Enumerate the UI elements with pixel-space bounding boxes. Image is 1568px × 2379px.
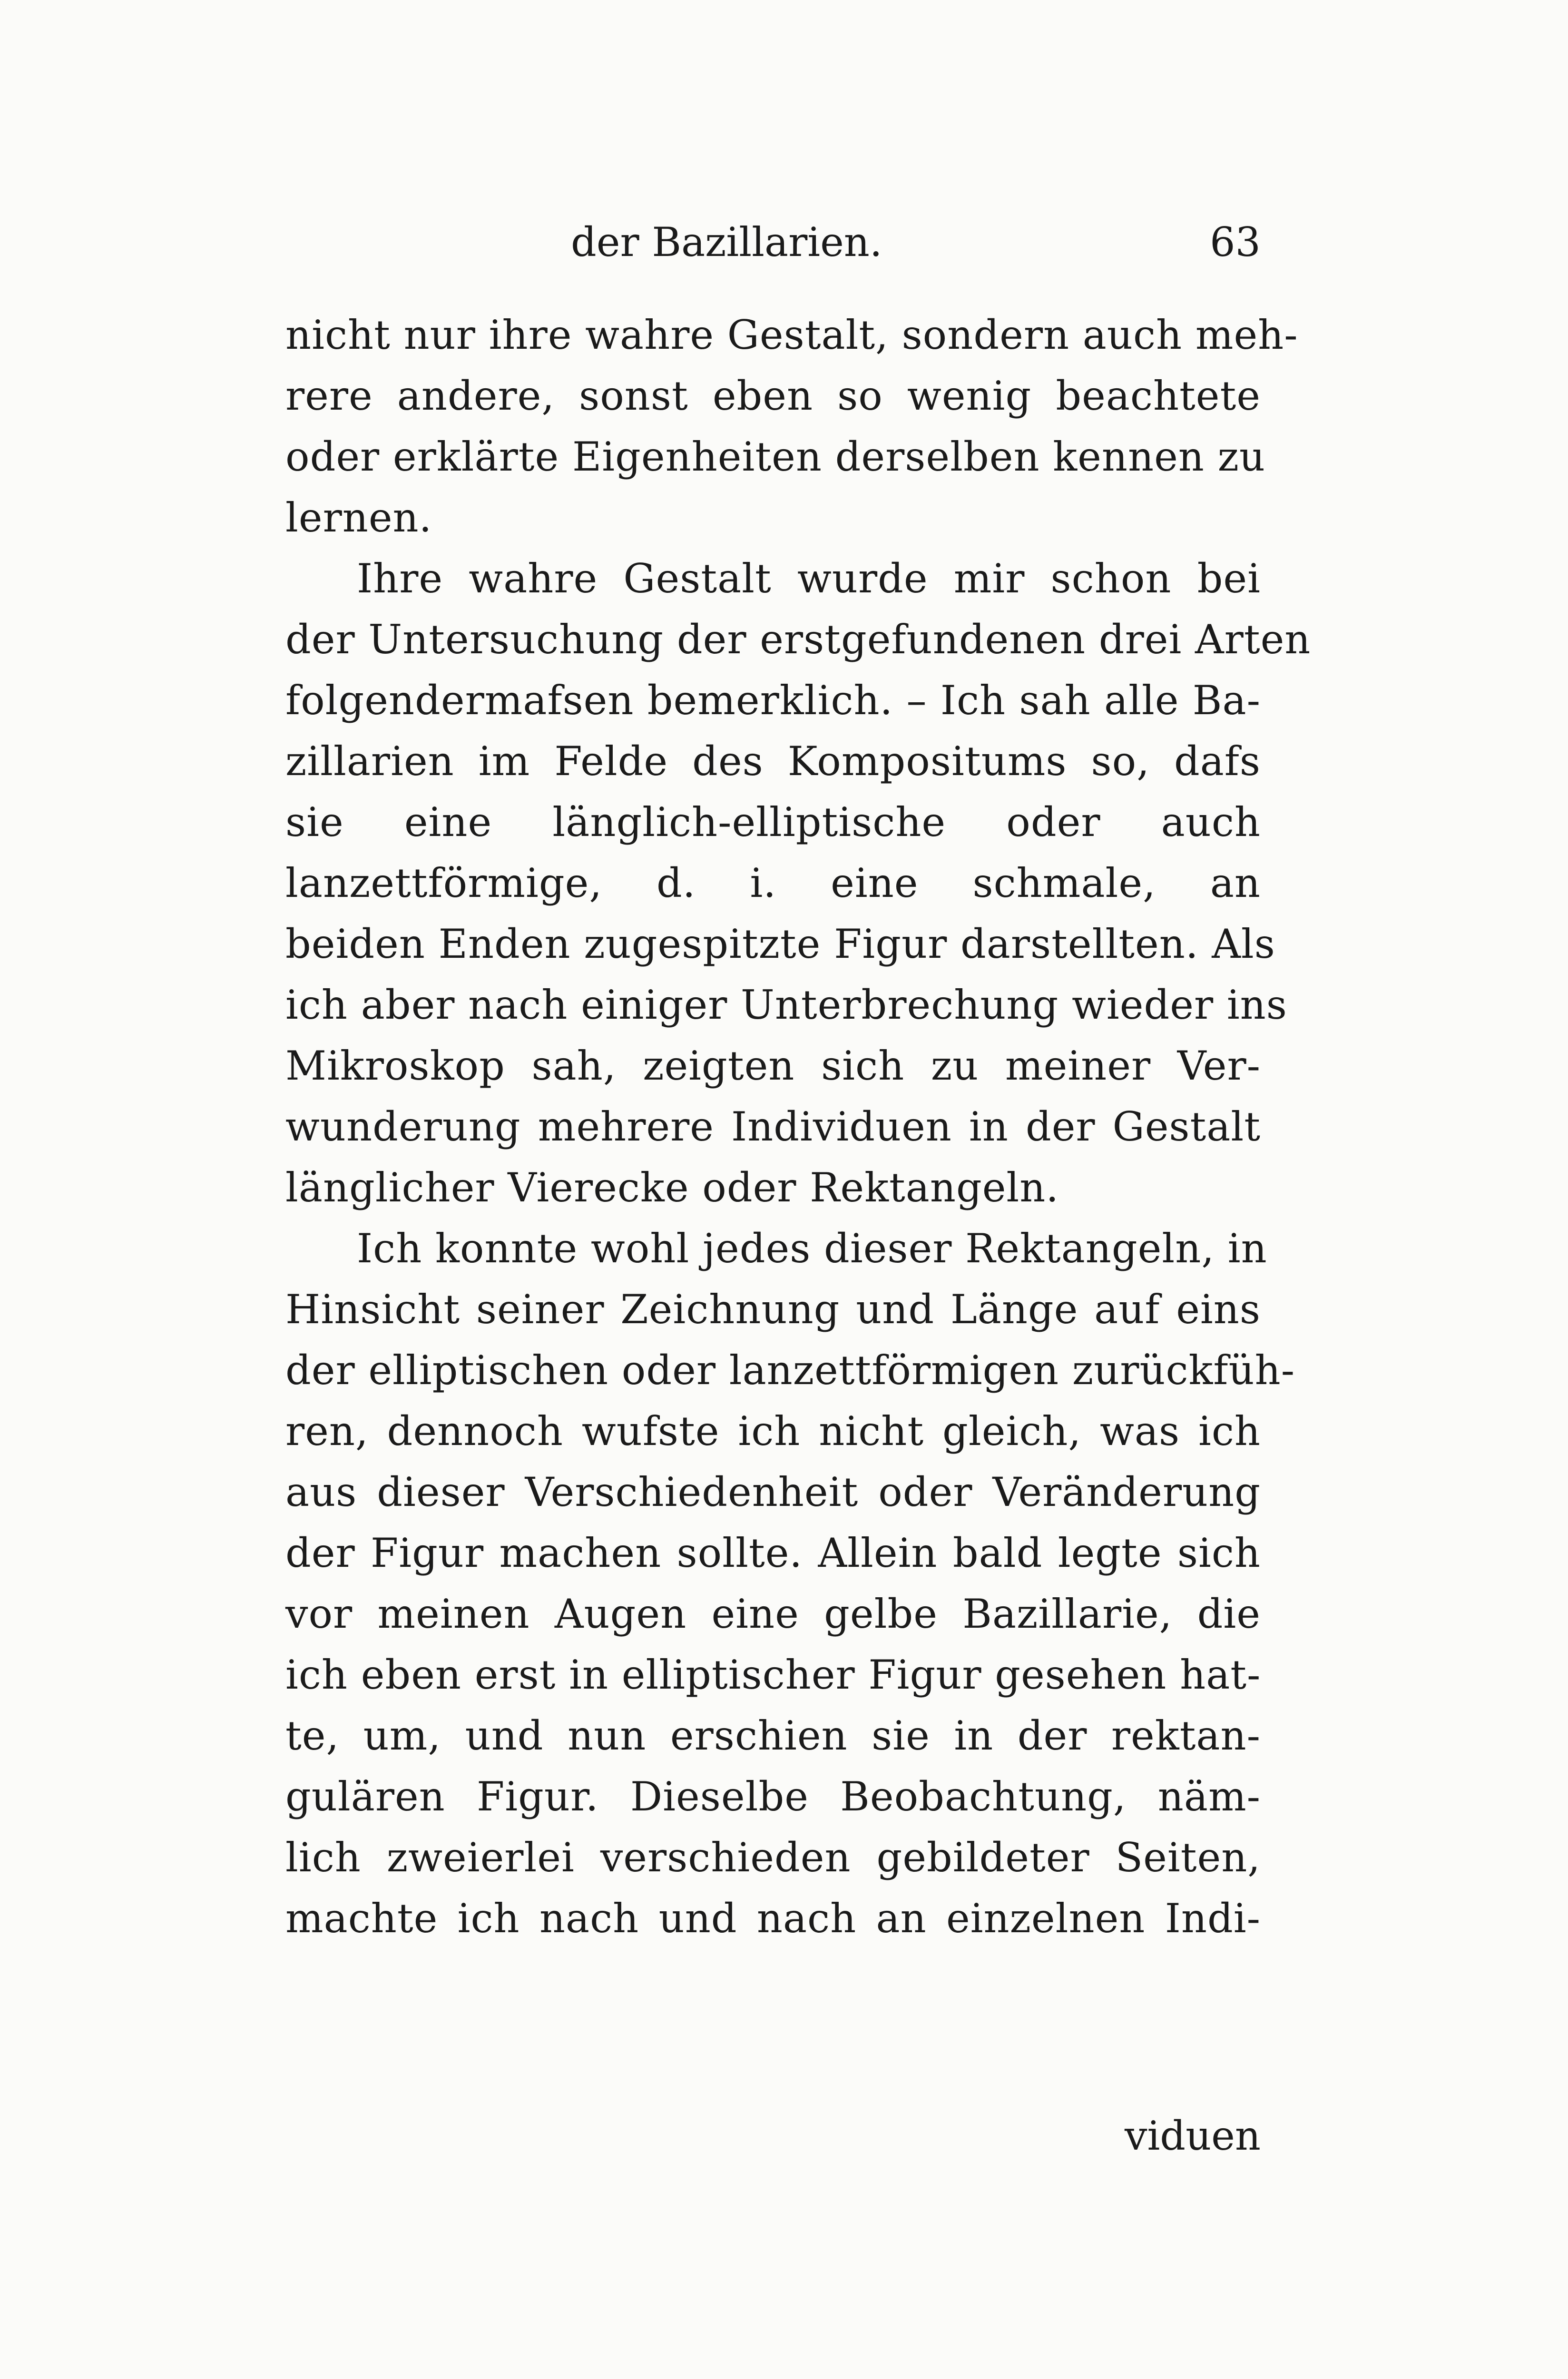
text-line: machte ich nach und nach an einzelnen Indi- — [285, 1895, 1261, 1942]
body-text — [285, 305, 1311, 1949]
page-header — [285, 209, 1261, 266]
text-line: Hinsicht seiner Zeichnung und Länge auf eins — [285, 1286, 1261, 1333]
text-line: oder erklärte Eigenheiten derselben kennen zu — [285, 433, 1265, 480]
text-line: lanzettförmige, d. i. eine schmale, an — [285, 860, 1261, 906]
text-line: länglicher Vierecke oder Rektangeln. — [285, 1164, 1059, 1211]
text-line: rere andere, sonst eben so wenig beachtete — [285, 373, 1261, 419]
catchword: viduen — [1124, 2113, 1261, 2159]
text-line: wunderung mehrere Individuen in der Gestalt — [285, 1103, 1261, 1150]
text-line: folgendermafsen bemerklich. – Ich sah alle Ba- — [285, 677, 1261, 724]
text-line: vor meinen Augen eine gelbe Bazillarie, die — [285, 1591, 1261, 1637]
page-number: 63 — [1210, 219, 1261, 265]
text-line: der Untersuchung der erstgefundenen drei Arten — [285, 616, 1311, 663]
text-line: der Figur machen sollte. Allein bald legte sich — [285, 1530, 1261, 1576]
text-line: gulären Figur. Dieselbe Beobachtung, näm- — [285, 1773, 1261, 1820]
text-line: ich eben erst in elliptischer Figur gesehen hat- — [285, 1652, 1261, 1698]
text-line: zillarien im Felde des Kompositums so, dafs — [285, 738, 1261, 785]
text-line: Ich konnte wohl jedes dieser Rektangeln, in — [357, 1225, 1267, 1272]
text-line: Mikroskop sah, zeigten sich zu meiner Ver- — [285, 1042, 1261, 1089]
text-line: ren, dennoch wufste ich nicht gleich, was ich — [285, 1408, 1261, 1455]
text-line: aus dieser Verschiedenheit oder Veränderung — [285, 1469, 1261, 1515]
text-line: Ihre wahre Gestalt wurde mir schon bei — [357, 555, 1261, 602]
running-title: der Bazillarien. — [571, 219, 882, 265]
text-line: te, um, und nun erschien sie in der rektan- — [285, 1712, 1261, 1759]
text-line: der elliptischen oder lanzettförmigen zurückfüh- — [285, 1347, 1295, 1394]
text-line: lich zweierlei verschieden gebildeter Seiten, — [285, 1834, 1261, 1881]
text-line: nicht nur ihre wahre Gestalt, sondern auch meh- — [285, 312, 1298, 358]
text-line: beiden Enden zugespitzte Figur darstellten. Als — [285, 921, 1275, 967]
catchword-area — [285, 2113, 1261, 2170]
text-line: lernen. — [285, 494, 432, 541]
text-line: ich aber nach einiger Unterbrechung wieder ins — [285, 982, 1287, 1028]
text-line: sie eine länglich-elliptische oder auch — [285, 799, 1261, 845]
